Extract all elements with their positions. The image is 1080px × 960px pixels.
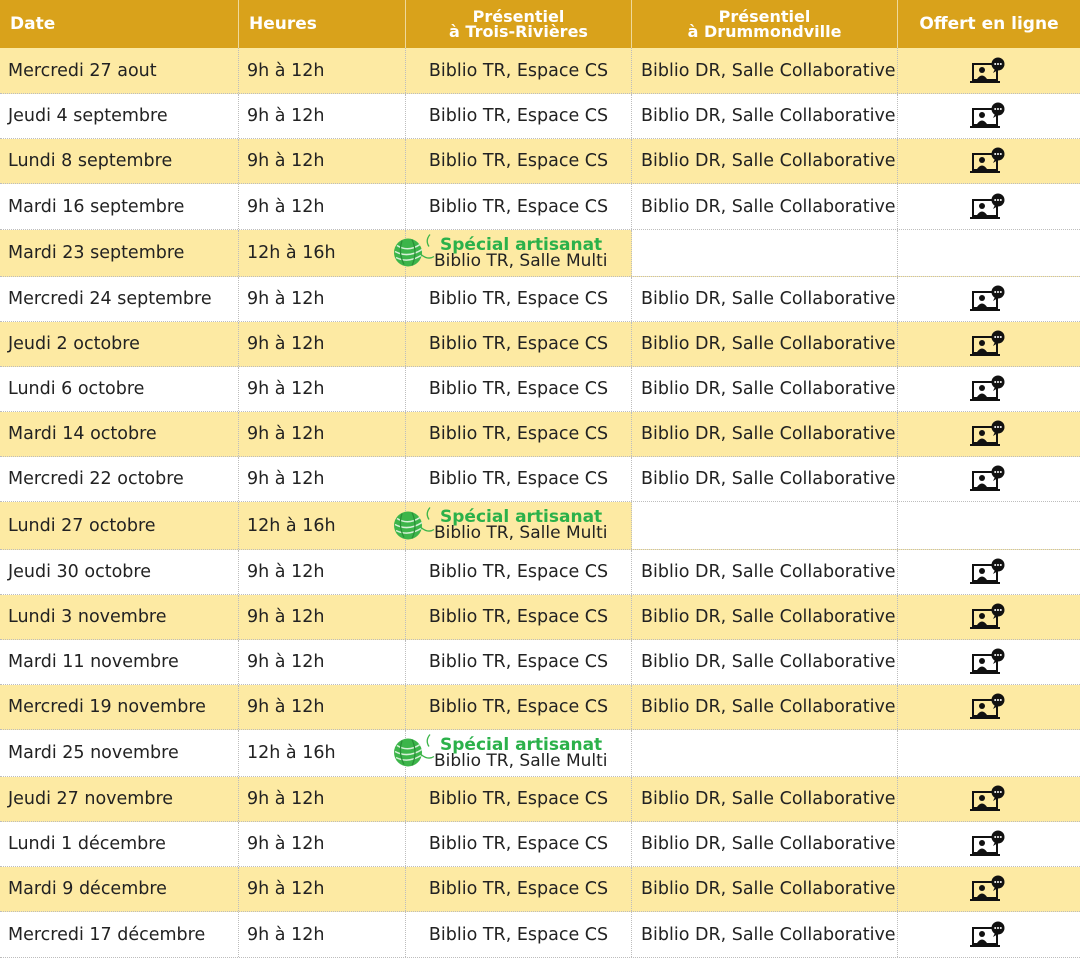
trois-rivieres-cell	[406, 822, 632, 866]
special-location: Biblio TR, Salle Multi	[434, 523, 608, 543]
table-row	[0, 48, 1080, 94]
online-cell	[898, 457, 1080, 501]
date-cell-text: Mardi 14 octobre	[8, 424, 157, 444]
online-meeting-icon	[969, 420, 1009, 448]
online-meeting-icon	[969, 558, 1009, 586]
trois-rivieres-cell-text: Biblio TR, Espace CS	[428, 334, 609, 354]
drummondville-cell-text: Biblio DR, Salle Collaborative	[641, 106, 896, 126]
table-row	[0, 322, 1080, 367]
online-meeting-icon	[969, 785, 1009, 813]
date-cell-text: Jeudi 2 octobre	[8, 334, 140, 354]
trois-rivieres-cell	[406, 640, 632, 684]
header-tr-line2: à Trois-Rivières	[449, 22, 588, 41]
drummondville-cell	[632, 595, 898, 639]
trois-rivieres-cell	[406, 777, 632, 821]
online-meeting-icon	[969, 558, 1009, 586]
online-meeting-icon	[969, 285, 1009, 313]
trois-rivieres-cell-text: Biblio TR, Espace CS	[428, 652, 609, 672]
date-cell	[0, 139, 239, 183]
drummondville-cell-text: Biblio DR, Salle Collaborative	[641, 60, 896, 81]
date-cell	[0, 550, 239, 594]
online-cell	[898, 230, 1080, 276]
trois-rivieres-cell-text: Biblio TR, Espace CS	[428, 424, 609, 444]
trois-rivieres-cell-text: Biblio TR, Espace CS	[428, 607, 609, 627]
online-cell	[898, 550, 1080, 594]
table-row	[0, 367, 1080, 412]
online-meeting-icon	[969, 603, 1009, 631]
online-meeting-icon	[969, 147, 1009, 175]
online-meeting-icon	[969, 693, 1009, 721]
online-meeting-icon	[969, 830, 1009, 858]
drummondville-cell-text: Biblio DR, Salle Collaborative	[641, 789, 896, 809]
special-location: Biblio TR, Salle Multi	[434, 751, 608, 771]
table-row	[0, 867, 1080, 912]
trois-rivieres-cell	[406, 139, 632, 183]
online-meeting-icon	[969, 875, 1009, 903]
drummondville-cell-text: Biblio DR, Salle Collaborative	[641, 151, 896, 171]
online-cell	[898, 94, 1080, 138]
date-cell-text: Mercredi 22 octobre	[8, 469, 184, 489]
online-meeting-icon	[969, 785, 1009, 813]
drummondville-cell-text: Biblio DR, Salle Collaborative	[641, 379, 896, 399]
special-title: Spécial artisanat	[440, 235, 603, 255]
time-cell-text: 12h à 16h	[247, 515, 336, 536]
online-cell	[898, 640, 1080, 684]
drummondville-cell	[632, 322, 898, 366]
drummondville-cell-text: Biblio DR, Salle Collaborative	[641, 834, 896, 854]
online-meeting-icon	[969, 648, 1009, 676]
table-row	[0, 502, 1080, 550]
online-cell	[898, 867, 1080, 911]
drummondville-cell	[632, 277, 898, 321]
trois-rivieres-cell-text: Biblio TR, Espace CS	[428, 151, 609, 171]
drummondville-cell	[632, 457, 898, 501]
trois-rivieres-cell-text: Biblio TR, Espace CS	[428, 834, 609, 854]
table-body	[0, 48, 1080, 958]
header-date: Date	[0, 0, 239, 48]
header-tr-line1: Présentiel	[472, 7, 565, 26]
time-cell	[239, 94, 406, 138]
trois-rivieres-cell	[406, 184, 632, 229]
trois-rivieres-cell	[406, 48, 632, 93]
drummondville-cell	[632, 502, 898, 549]
special-event-cell	[406, 502, 632, 549]
time-cell	[239, 48, 406, 93]
date-cell	[0, 322, 239, 366]
online-meeting-icon	[969, 193, 1009, 221]
header-heures: Heures	[239, 0, 406, 48]
time-cell	[239, 412, 406, 456]
date-cell	[0, 412, 239, 456]
online-cell	[898, 412, 1080, 456]
time-cell-text: 12h à 16h	[247, 243, 336, 263]
yarn-ball-icon	[392, 231, 436, 271]
drummondville-cell	[632, 912, 898, 957]
time-cell-text: 9h à 12h	[247, 562, 325, 582]
table-row	[0, 822, 1080, 867]
online-meeting-icon	[969, 603, 1009, 631]
drummondville-cell	[632, 94, 898, 138]
drummondville-cell	[632, 412, 898, 456]
drummondville-cell	[632, 550, 898, 594]
time-cell	[239, 595, 406, 639]
special-event	[406, 502, 631, 549]
table-row	[0, 230, 1080, 277]
time-cell	[239, 322, 406, 366]
online-cell	[898, 730, 1080, 776]
time-cell-text: 12h à 16h	[247, 743, 336, 763]
time-cell	[239, 502, 406, 549]
date-cell	[0, 94, 239, 138]
special-title: Spécial artisanat	[440, 507, 603, 527]
online-cell	[898, 595, 1080, 639]
date-cell	[0, 640, 239, 684]
time-cell	[239, 184, 406, 229]
trois-rivieres-cell	[406, 595, 632, 639]
time-cell-text: 9h à 12h	[247, 879, 325, 899]
date-cell	[0, 457, 239, 501]
trois-rivieres-cell-text: Biblio TR, Espace CS	[428, 289, 609, 309]
date-cell-text: Mercredi 17 décembre	[8, 924, 206, 945]
date-cell	[0, 184, 239, 229]
table-row	[0, 139, 1080, 184]
trois-rivieres-cell	[406, 277, 632, 321]
online-meeting-icon	[969, 375, 1009, 403]
date-cell-text: Mardi 23 septembre	[8, 243, 185, 263]
online-cell	[898, 502, 1080, 549]
drummondville-cell-text: Biblio DR, Salle Collaborative	[641, 196, 896, 217]
date-cell	[0, 502, 239, 549]
trois-rivieres-cell	[406, 457, 632, 501]
online-meeting-icon	[969, 285, 1009, 313]
yarn-ball-icon	[392, 231, 436, 276]
time-cell	[239, 550, 406, 594]
online-meeting-icon	[969, 102, 1009, 130]
time-cell	[239, 867, 406, 911]
drummondville-cell	[632, 867, 898, 911]
drummondville-cell-text: Biblio DR, Salle Collaborative	[641, 607, 896, 627]
online-cell	[898, 277, 1080, 321]
time-cell	[239, 730, 406, 776]
trois-rivieres-cell	[406, 912, 632, 957]
drummondville-cell-text: Biblio DR, Salle Collaborative	[641, 697, 896, 717]
time-cell-text: 9h à 12h	[247, 151, 325, 171]
trois-rivieres-cell	[406, 367, 632, 411]
date-cell	[0, 822, 239, 866]
date-cell-text: Lundi 1 décembre	[8, 834, 166, 854]
online-meeting-icon	[969, 465, 1009, 493]
trois-rivieres-cell-text: Biblio TR, Espace CS	[428, 196, 609, 217]
drummondville-cell	[632, 139, 898, 183]
trois-rivieres-cell	[406, 322, 632, 366]
date-cell-text: Jeudi 27 novembre	[8, 789, 174, 809]
time-cell-text: 9h à 12h	[247, 424, 325, 444]
trois-rivieres-cell	[406, 550, 632, 594]
online-cell	[898, 822, 1080, 866]
trois-rivieres-cell-text: Biblio TR, Espace CS	[428, 789, 609, 809]
special-title: Spécial artisanat	[440, 735, 603, 755]
trois-rivieres-cell	[406, 94, 632, 138]
online-cell	[898, 184, 1080, 229]
date-cell	[0, 48, 239, 93]
drummondville-cell	[632, 685, 898, 729]
online-meeting-icon	[969, 193, 1009, 221]
trois-rivieres-cell	[406, 685, 632, 729]
drummondville-cell-text: Biblio DR, Salle Collaborative	[641, 334, 896, 354]
drummondville-cell-text: Biblio DR, Salle Collaborative	[641, 469, 896, 489]
date-cell-text: Mercredi 24 septembre	[8, 289, 212, 309]
table-row	[0, 730, 1080, 777]
drummondville-cell	[632, 822, 898, 866]
time-cell	[239, 367, 406, 411]
date-cell-text: Lundi 27 octobre	[8, 515, 156, 536]
date-cell-text: Mardi 16 septembre	[8, 196, 185, 217]
date-cell	[0, 867, 239, 911]
special-event	[406, 230, 631, 276]
drummondville-cell-text: Biblio DR, Salle Collaborative	[641, 562, 896, 582]
time-cell	[239, 457, 406, 501]
online-meeting-icon	[969, 420, 1009, 448]
drummondville-cell-text: Biblio DR, Salle Collaborative	[641, 652, 896, 672]
online-meeting-icon	[969, 921, 1009, 949]
table-row	[0, 595, 1080, 640]
time-cell	[239, 912, 406, 957]
date-cell	[0, 367, 239, 411]
trois-rivieres-cell	[406, 412, 632, 456]
time-cell-text: 9h à 12h	[247, 834, 325, 854]
time-cell	[239, 777, 406, 821]
header-dr-line1: Présentiel	[718, 7, 811, 26]
trois-rivieres-cell-text: Biblio TR, Espace CS	[428, 379, 609, 399]
yarn-ball-icon	[392, 503, 436, 543]
drummondville-cell-text: Biblio DR, Salle Collaborative	[641, 924, 896, 945]
table-row	[0, 640, 1080, 685]
online-cell	[898, 912, 1080, 957]
yarn-ball-icon	[392, 731, 436, 771]
header-dr-line2: à Drummondville	[687, 22, 842, 41]
online-meeting-icon	[969, 465, 1009, 493]
trois-rivieres-cell	[406, 867, 632, 911]
time-cell	[239, 822, 406, 866]
trois-rivieres-cell-text: Biblio TR, Espace CS	[428, 697, 609, 717]
time-cell-text: 9h à 12h	[247, 289, 325, 309]
table-row	[0, 277, 1080, 322]
date-cell-text: Lundi 8 septembre	[8, 151, 173, 171]
online-cell	[898, 367, 1080, 411]
trois-rivieres-cell-text: Biblio TR, Espace CS	[428, 879, 609, 899]
time-cell-text: 9h à 12h	[247, 607, 325, 627]
special-event-cell	[406, 730, 632, 776]
drummondville-cell-text: Biblio DR, Salle Collaborative	[641, 424, 896, 444]
table-row	[0, 912, 1080, 958]
special-event	[406, 730, 631, 776]
trois-rivieres-cell-text: Biblio TR, Espace CS	[428, 60, 609, 81]
date-cell	[0, 912, 239, 957]
online-meeting-icon	[969, 875, 1009, 903]
time-cell	[239, 277, 406, 321]
date-cell	[0, 685, 239, 729]
time-cell-text: 9h à 12h	[247, 334, 325, 354]
date-cell	[0, 595, 239, 639]
header-drummondville	[632, 0, 898, 48]
yarn-ball-icon	[392, 731, 436, 776]
online-meeting-icon	[969, 648, 1009, 676]
time-cell-text: 9h à 12h	[247, 379, 325, 399]
time-cell-text: 9h à 12h	[247, 60, 325, 81]
online-meeting-icon	[969, 693, 1009, 721]
drummondville-cell	[632, 640, 898, 684]
table-row	[0, 184, 1080, 230]
date-cell	[0, 777, 239, 821]
trois-rivieres-cell-text: Biblio TR, Espace CS	[428, 106, 609, 126]
online-cell	[898, 685, 1080, 729]
date-cell-text: Lundi 6 octobre	[8, 379, 145, 399]
table-row	[0, 457, 1080, 502]
table-header	[0, 0, 1080, 48]
time-cell-text: 9h à 12h	[247, 469, 325, 489]
header-trois-rivieres	[406, 0, 632, 48]
online-meeting-icon	[969, 57, 1009, 85]
date-cell-text: Mardi 11 novembre	[8, 652, 179, 672]
date-cell	[0, 277, 239, 321]
drummondville-cell	[632, 777, 898, 821]
table-row	[0, 94, 1080, 139]
online-meeting-icon	[969, 102, 1009, 130]
date-cell-text: Lundi 3 novembre	[8, 607, 167, 627]
table-row	[0, 777, 1080, 822]
table-row	[0, 550, 1080, 595]
table-row	[0, 412, 1080, 457]
time-cell	[239, 685, 406, 729]
online-meeting-icon	[969, 330, 1009, 358]
time-cell-text: 9h à 12h	[247, 652, 325, 672]
drummondville-cell	[632, 184, 898, 229]
online-meeting-icon	[969, 330, 1009, 358]
time-cell-text: 9h à 12h	[247, 697, 325, 717]
header-online: Offert en ligne	[919, 14, 1059, 34]
time-cell-text: 9h à 12h	[247, 106, 325, 126]
online-meeting-icon	[969, 830, 1009, 858]
drummondville-cell	[632, 730, 898, 776]
online-meeting-icon	[969, 57, 1009, 85]
online-cell	[898, 48, 1080, 93]
time-cell-text: 9h à 12h	[247, 196, 325, 217]
table-row	[0, 685, 1080, 730]
trois-rivieres-cell-text: Biblio TR, Espace CS	[428, 469, 609, 489]
date-cell-text: Mercredi 19 novembre	[8, 697, 206, 717]
online-cell	[898, 777, 1080, 821]
time-cell-text: 9h à 12h	[247, 789, 325, 809]
trois-rivieres-cell-text: Biblio TR, Espace CS	[428, 924, 609, 945]
time-cell	[239, 139, 406, 183]
drummondville-cell	[632, 48, 898, 93]
drummondville-cell-text: Biblio DR, Salle Collaborative	[641, 879, 896, 899]
date-cell-text: Mardi 25 novembre	[8, 743, 179, 763]
time-cell	[239, 640, 406, 684]
online-meeting-icon	[969, 375, 1009, 403]
trois-rivieres-cell-text: Biblio TR, Espace CS	[428, 562, 609, 582]
date-cell-text: Mardi 9 décembre	[8, 879, 167, 899]
special-event-cell	[406, 230, 632, 276]
online-meeting-icon	[969, 147, 1009, 175]
time-cell	[239, 230, 406, 276]
date-cell	[0, 730, 239, 776]
drummondville-cell-text: Biblio DR, Salle Collaborative	[641, 289, 896, 309]
date-cell-text: Mercredi 27 aout	[8, 60, 157, 81]
special-location: Biblio TR, Salle Multi	[434, 251, 608, 271]
yarn-ball-icon	[392, 503, 436, 548]
time-cell-text: 9h à 12h	[247, 924, 325, 945]
date-cell-text: Jeudi 4 septembre	[8, 106, 168, 126]
online-cell	[898, 322, 1080, 366]
online-meeting-icon	[969, 921, 1009, 949]
date-cell	[0, 230, 239, 276]
drummondville-cell	[632, 230, 898, 276]
online-cell	[898, 139, 1080, 183]
drummondville-cell	[632, 367, 898, 411]
date-cell-text: Jeudi 30 octobre	[8, 562, 151, 582]
